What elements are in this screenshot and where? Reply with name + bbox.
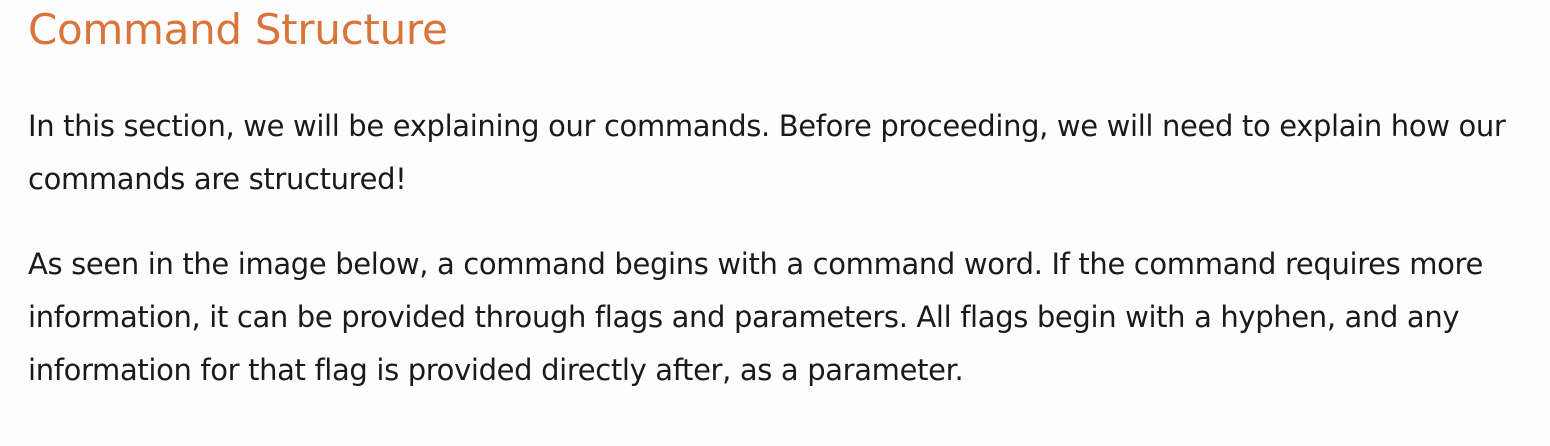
command-description-paragraph: As seen in the image below, a command begins with a command word. If the command requires more information, it can be provided through flags and parameters. All flags begin with a hyphen, and any information for that flag is provided directly after, as a parameter.	[28, 247, 1483, 387]
intro-paragraph: In this section, we will be explaining our commands. Before proceeding, we will need to explain how our commands are structured!	[28, 109, 1506, 196]
document-section	[28, 0, 1538, 397]
section-heading: Command Structure	[28, 5, 448, 54]
